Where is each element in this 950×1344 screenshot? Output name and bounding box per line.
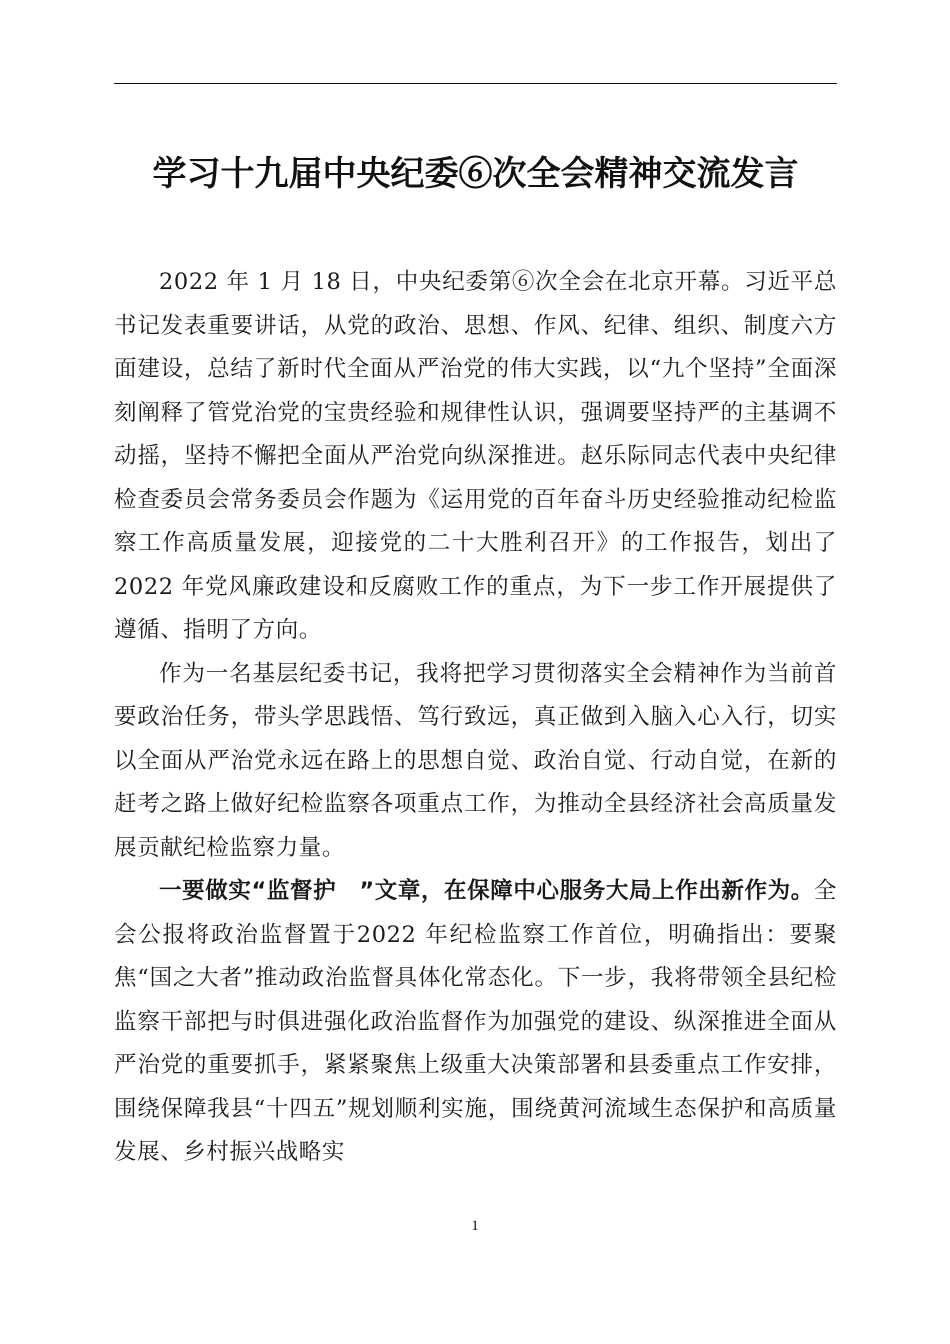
paragraph-text: 作为一名基层纪委书记，我将把学习贯彻落实全会精神作为当前首要政治任务，带头学思践悟、笃行致远，真正做到入脑入心入行，切实以全面从严治党永远在路上的思想自觉、政治自觉、行动自觉，在新的赶考之路上做好纪检监察各项重点工作，为推动全县经济社会高质量发展贡献纪检监察力量。 bbox=[114, 660, 837, 861]
paragraph-2 bbox=[114, 653, 837, 871]
document-body bbox=[114, 261, 837, 1175]
header-rule bbox=[114, 83, 837, 84]
paragraph-lead: 一要做实“监督护 ”文章，在保障中心服务大局上作出新作为。 bbox=[159, 878, 814, 904]
paragraph-text: 全会公报将政治监督置于2022 年纪检监察工作首位，明确指出：要聚焦“国之大者”推动政治监督具体化常态化。下一步，我将带领全县纪检监察干部把与时俱进强化政治监督作为加强党的建设、纵深推进全面从严治党的重要抓手，紧紧聚焦上级重大决策部署和县委重点工作安排，围绕保障我县“十四五”规划顺利实施，围绕黄河流域生态保护和高质量发展、乡村振兴战略实 bbox=[114, 878, 837, 1165]
paragraph-1 bbox=[114, 261, 837, 653]
page-number: 1 bbox=[471, 1218, 479, 1234]
paragraph-3 bbox=[114, 870, 837, 1175]
paragraph-text: 2022 年 1 月 18 日，中央纪委第⑥次全会在北京开幕。习近平总书记发表重要讲话，从党的政治、思想、作风、纪律、组织、制度六方面建设，总结了新时代全面从严治党的伟大实践，以“九个坚持”全面深刻阐释了管党治党的宝贵经验和规律性认识，强调要坚持严的主基调不动摇，坚持不懈把全面从严治党向纵深推进。赵乐际同志代表中央纪律检查委员会常务委员会作题为《运用党的百年奋斗历史经验推动纪检监察工作高质量发展，迎接党的二十大胜利召开》的工作报告，划出了2022 年党风廉政建设和反腐败工作的重点，为下一步工作开展提供了遵循、指明了方向。 bbox=[114, 269, 837, 643]
document-title: 学习十九届中央纪委⑥次全会精神交流发言 bbox=[152, 154, 799, 194]
